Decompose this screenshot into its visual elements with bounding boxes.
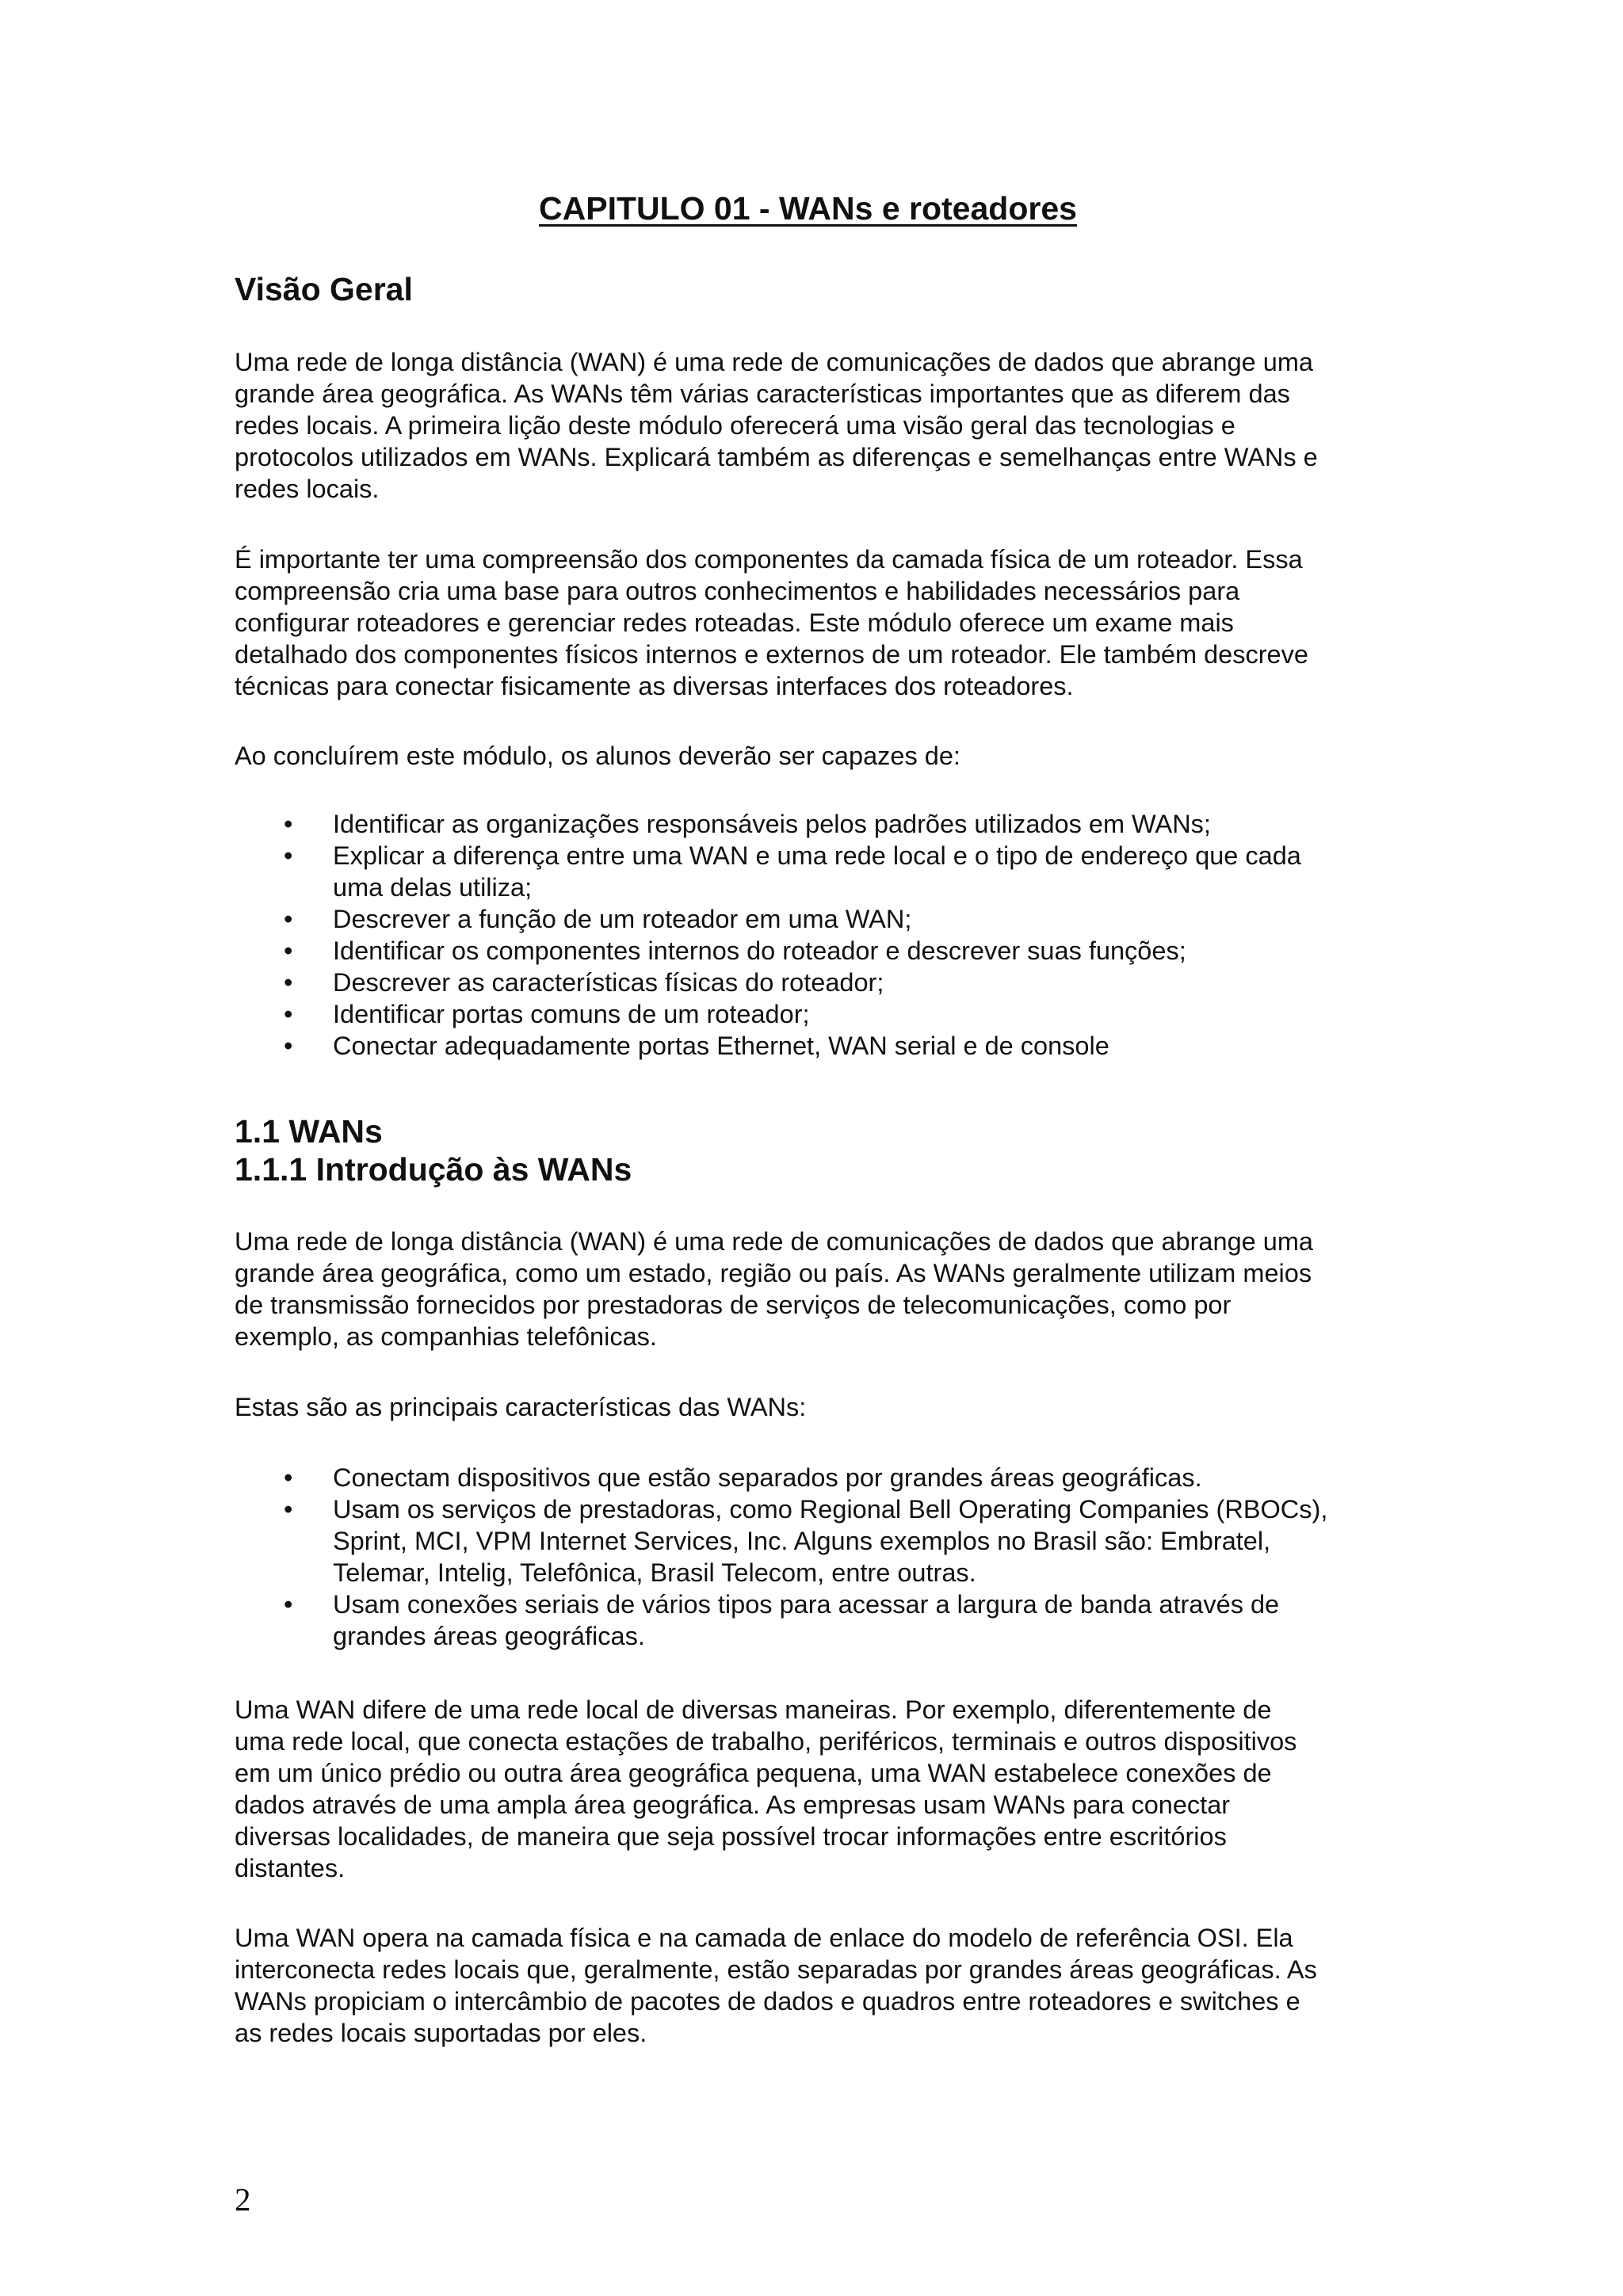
text-line: interconecta redes locais que, geralmente, estão separadas por grandes áreas geográficas. As [235,1955,1317,1984]
bullet-icon: • [284,905,293,933]
bullet-icon: • [284,841,293,870]
text-line: Uma WAN difere de uma rede local de diversas maneiras. Por exemplo, diferentemente de [235,1695,1272,1724]
text-line: Descrever a função de um roteador em uma WAN; [333,905,912,933]
text-line: exemplo, as companhias telefônicas. [235,1322,657,1351]
bullet-icon: • [284,1495,293,1524]
page-number: 2 [235,2181,251,2218]
text-line: dados através de uma ampla área geográfica. As empresas usam WANs para conectar [235,1791,1231,1819]
text-line: configurar roteadores e gerenciar redes roteadas. Este módulo oferece um exame mais [235,608,1234,637]
subsection-heading-1-1-1: 1.1.1 Introdução às WANs [235,1151,632,1188]
text-line: grande área geográfica. As WANs têm várias características importantes que as diferem das [235,379,1290,408]
text-line: distantes. [235,1854,346,1882]
list-item [235,967,1400,998]
text-line: Uma WAN opera na camada física e na camada de enlace do modelo de referência OSI. Ela [235,1924,1293,1952]
bullet-icon: • [284,936,293,965]
text-line: redes locais. [235,475,380,503]
text-line: Explicar a diferença entre uma WAN e uma rede local e o tipo de endereço que cada [333,841,1301,870]
section-heading-1-1: 1.1 WANs [235,1113,383,1150]
text-line: grande área geográfica, como um estado, região ou país. As WANs geralmente utilizam meios [235,1259,1312,1287]
text-line: diversas localidades, de maneira que seja possível trocar informações entre escritórios [235,1822,1227,1851]
text-line: detalhado dos componentes físicos internos e externos de um roteador. Ele também descreve [235,640,1308,669]
bullet-icon: • [284,810,293,838]
list-item [235,935,1400,967]
text-line: Telemar, Intelig, Telefônica, Brasil Telecom, entre outras. [333,1558,976,1587]
text-line: WANs propiciam o intercâmbio de pacotes de dados e quadros entre roteadores e switches e [235,1987,1300,2016]
intro-paragraph-2 [235,1391,1400,1423]
chapter-title: CAPITULO 01 - WANs e roteadores [539,190,1077,227]
text-line: grandes áreas geográficas. [333,1622,645,1650]
bullet-icon: • [284,1000,293,1028]
intro-paragraph-4 [235,1922,1400,2049]
bullet-icon: • [284,1590,293,1619]
bullet-icon: • [284,1463,293,1492]
text-line: Uma rede de longa distância (WAN) é uma rede de comunicações de dados que abrange uma [235,348,1313,376]
list-item [235,903,1400,935]
text-line: redes locais. A primeira lição deste módulo oferecerá uma visão geral das tecnologias e [235,411,1235,440]
text-line: Identificar os componentes internos do roteador e descrever suas funções; [333,936,1186,965]
text-line: de transmissão fornecidos por prestadoras de serviços de telecomunicações, como por [235,1291,1232,1319]
text-line: compreensão cria uma base para outros conhecimentos e habilidades necessários para [235,577,1240,605]
text-line: Identificar as organizações responsáveis pelos padrões utilizados em WANs; [333,810,1211,838]
list-item [235,998,1400,1030]
list-item [235,1462,1400,1493]
text-line: Usam os serviços de prestadoras, como Regional Bell Operating Companies (RBOCs), [333,1495,1328,1524]
text-line: as redes locais suportadas por eles. [235,2019,647,2047]
list-item [235,808,1400,840]
text-line: Sprint, MCI, VPM Internet Services, Inc. Alguns exemplos no Brasil são: Embratel, [333,1527,1271,1555]
overview-paragraph-2 [235,543,1400,702]
overview-paragraph-1 [235,346,1400,505]
list-item [235,1589,1400,1652]
text-line: uma rede local, que conecta estações de trabalho, periféricos, terminais e outros dispositivos [235,1727,1297,1756]
text-line: Usam conexões seriais de vários tipos para acessar a largura de banda através de [333,1590,1280,1619]
intro-paragraph-3 [235,1694,1400,1884]
text-line: Identificar portas comuns de um roteador; [333,1000,810,1028]
text-line: Conectam dispositivos que estão separados por grandes áreas geográficas. [333,1463,1202,1492]
intro-paragraph-1 [235,1226,1400,1352]
text-line: Estas são as principais características das WANs: [235,1393,807,1421]
bullet-icon: • [284,968,293,997]
list-item [235,840,1400,903]
text-line: técnicas para conectar fisicamente as diversas interfaces dos roteadores. [235,672,1074,700]
text-line: Descrever as características físicas do roteador; [333,968,884,997]
list-item [235,1493,1400,1589]
overview-heading: Visão Geral [235,271,413,307]
overview-paragraph-3 [235,740,1400,772]
objectives-list [235,808,1400,1062]
characteristics-list [235,1462,1400,1652]
text-line: protocolos utilizados em WANs. Explicará também as diferenças e semelhanças entre WANs e [235,443,1318,471]
list-item [235,1030,1400,1062]
text-line: Ao concluírem este módulo, os alunos deverão ser capazes de: [235,742,960,770]
text-line: uma delas utiliza; [333,873,533,902]
text-line: Uma rede de longa distância (WAN) é uma rede de comunicações de dados que abrange uma [235,1227,1313,1256]
bullet-icon: • [284,1032,293,1060]
text-line: em um único prédio ou outra área geográfica pequena, uma WAN estabelece conexões de [235,1759,1272,1787]
text-line: É importante ter uma compreensão dos componentes da camada física de um roteador. Essa [235,545,1303,574]
text-line: Conectar adequadamente portas Ethernet, WAN serial e de console [333,1032,1109,1060]
